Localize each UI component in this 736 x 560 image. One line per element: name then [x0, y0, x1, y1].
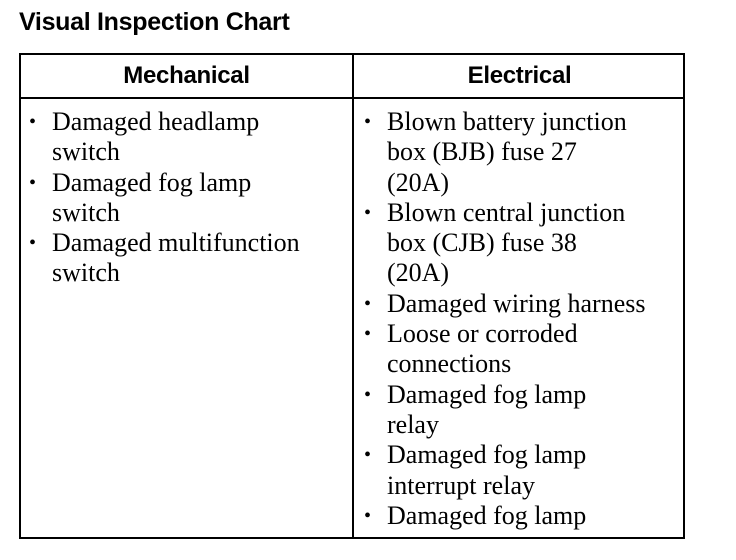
electrical-item: [364, 440, 684, 501]
bullet-icon: •: [364, 323, 372, 346]
item-line: (20A): [387, 258, 450, 288]
item-line: (20A): [387, 167, 450, 197]
header-rule: [21, 97, 683, 99]
bullet-icon: •: [364, 504, 372, 527]
electrical-column-header: Electrical: [467, 62, 572, 89]
mechanical-item: [29, 168, 347, 229]
electrical-item: [364, 289, 684, 319]
mechanical-column-header: Mechanical: [123, 62, 250, 89]
bullet-icon: •: [364, 383, 372, 406]
item-line: interrupt relay: [387, 470, 535, 500]
item-line: Loose or corroded: [387, 319, 578, 349]
bullet-icon: •: [364, 111, 372, 133]
visual-inspection-table: [19, 53, 685, 539]
bullet-icon: •: [364, 444, 372, 467]
item-line: box (BJB) fuse 27: [387, 137, 577, 167]
electrical-item: [364, 198, 684, 289]
item-line: Damaged multifunction: [52, 228, 300, 258]
electrical-item: [364, 107, 684, 198]
mechanical-items-list: [29, 107, 347, 289]
item-line: relay: [387, 409, 439, 439]
electrical-item: [364, 319, 684, 380]
item-line: switch: [52, 258, 120, 288]
item-line: switch: [52, 197, 120, 227]
bullet-icon: •: [364, 201, 372, 224]
item-line: Damaged fog lamp: [52, 167, 252, 197]
item-line: Damaged fog lamp: [387, 379, 587, 409]
bullet-icon: •: [364, 292, 372, 315]
bullet-icon: •: [29, 111, 37, 133]
item-line: Damaged headlamp: [52, 107, 260, 136]
electrical-items-list: [364, 107, 684, 531]
column-divider: [352, 55, 354, 537]
item-line: Blown central junction: [387, 197, 626, 227]
electrical-item: [364, 380, 684, 441]
mechanical-item: [29, 228, 347, 289]
mechanical-item: [29, 107, 347, 168]
bullet-icon: •: [29, 171, 37, 194]
item-line: Damaged wiring harness: [387, 288, 646, 318]
bullet-icon: •: [29, 232, 37, 255]
item-line: Blown battery junction: [387, 107, 627, 136]
item-line: Damaged fog lamp: [387, 440, 587, 470]
electrical-item: [364, 501, 684, 531]
item-line: box (CJB) fuse 38: [387, 228, 577, 258]
item-line: switch: [52, 137, 120, 167]
item-line: connections: [387, 349, 512, 379]
item-line: Damaged fog lamp: [387, 500, 587, 530]
page-title: Visual Inspection Chart: [19, 8, 290, 36]
